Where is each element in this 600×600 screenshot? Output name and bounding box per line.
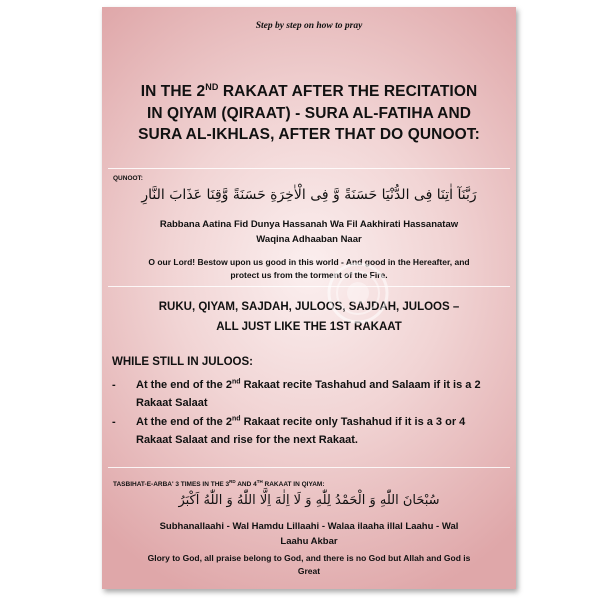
circular-emblem-watermark-icon bbox=[326, 261, 390, 325]
step-text-pre: At the end of the 2 bbox=[136, 379, 232, 391]
step-ordinal-suffix: nd bbox=[231, 378, 241, 386]
tasbihat-label-part-c: RAKAAT IN QIYAM: bbox=[262, 481, 325, 488]
tasbihat-ordinal-suffix-2: TH bbox=[256, 478, 263, 484]
heading-line-3: SURA AL-IKHLAS, AFTER THAT DO QUNOOT: bbox=[138, 126, 480, 143]
step-text bbox=[136, 377, 502, 412]
tasbihat-label-part-a: TASBIHAT-E-ARBA' 3 TIMES IN THE 3 bbox=[113, 481, 230, 488]
tasbihat-ordinal-suffix-1: RD bbox=[229, 478, 236, 484]
heading-line-2: IN QIYAM (QIRAAT) - SURA AL-FATIHA AND bbox=[146, 104, 472, 122]
qunoot-arabic: رَبَّنَآ اٰتِنَا فِی الدُّنْیَا حَسَنَةً وَّ فِی الْاٰخِرَةِ حَسَنَةً وَّقِنَا عَذَابَ النَّارِ bbox=[141, 187, 477, 203]
step-text bbox=[136, 414, 502, 449]
tasbihat-transliteration-line-2: Laahu Akbar bbox=[280, 536, 338, 547]
qunoot-transliteration bbox=[116, 217, 502, 247]
qunoot-transliteration-line-2: Waqina Adhaaban Naar bbox=[256, 234, 362, 245]
juloos-title: WHILE STILL IN JULOOS: bbox=[112, 356, 253, 368]
guide-caption: Step by step on how to pray bbox=[255, 21, 363, 31]
step-text-post: Rakaat recite Tashahud and Salaam if it is a 2 Rakaat Salaat bbox=[136, 379, 481, 409]
juloos-step-1 bbox=[112, 377, 502, 412]
step-bullet: - bbox=[112, 379, 116, 391]
juloos-steps bbox=[112, 377, 502, 451]
section-heading bbox=[108, 81, 510, 146]
tasbihat-transliteration-line-1: Subhanallaahi - Wal Hamdu Lillaahi - Walaa ilaaha illal Laahu - Wal bbox=[159, 521, 459, 532]
ruku-instructions bbox=[108, 297, 510, 337]
juloos-step-2 bbox=[112, 414, 502, 449]
heading-line-1-post: RAKAAT AFTER THE RECITATION bbox=[218, 83, 478, 100]
step-text-post: Rakaat recite only Tashahud if it is a 3 or 4 Rakaat Salaat and rise for the next Rakaat. bbox=[136, 416, 466, 446]
qunoot-meaning bbox=[110, 256, 508, 282]
divider-middle bbox=[108, 286, 510, 287]
qunoot-transliteration-line-1: Rabbana Aatina Fid Dunya Hassanah Wa Fil Aakhirati Hassanataw bbox=[159, 219, 459, 230]
step-text-pre: At the end of the 2 bbox=[136, 416, 232, 428]
tasbihat-label-part-b: AND 4 bbox=[235, 481, 257, 488]
qunoot-meaning-line-2: protect us from the torment of the Fire. bbox=[230, 270, 388, 280]
qunoot-meaning-line-1: O our Lord! Bestow upon us good in this world - And good in the Hereafter, and bbox=[148, 257, 470, 267]
qunoot-label: QUNOOT: bbox=[113, 175, 143, 182]
tasbihat-meaning-line-1: Glory to God, all praise belong to God, and there is no God but Allah and God is bbox=[147, 553, 471, 563]
divider-top bbox=[108, 168, 510, 169]
heading-line-1 bbox=[108, 81, 510, 103]
tasbihat-meaning-line-2: Great bbox=[297, 566, 321, 576]
ruku-line-1: RUKU, QIYAM, SAJDAH, JULOOS, SAJDAH, JULOOS – bbox=[158, 301, 460, 313]
prayer-guide-card bbox=[102, 7, 516, 589]
step-ordinal-suffix: nd bbox=[231, 415, 241, 423]
ruku-line-2: ALL JUST LIKE THE 1ST RAKAAT bbox=[216, 321, 402, 333]
tasbihat-arabic: سُبْحَانَ اللّٰهِ وَ الْحَمْدُ لِلّٰهِ وَ لَا اِلٰهَ اِلَّا اللّٰهُ وَ اللّٰهُ اَكْبَرُ bbox=[178, 493, 440, 508]
tasbihat-transliteration bbox=[116, 519, 502, 549]
tasbihat-meaning bbox=[110, 552, 508, 578]
tasbihat-label bbox=[113, 478, 325, 488]
step-bullet: - bbox=[112, 416, 116, 428]
divider-bottom bbox=[108, 467, 510, 468]
heading-line-1-pre: IN THE 2 bbox=[140, 83, 206, 100]
heading-ordinal-suffix: ND bbox=[205, 81, 219, 92]
